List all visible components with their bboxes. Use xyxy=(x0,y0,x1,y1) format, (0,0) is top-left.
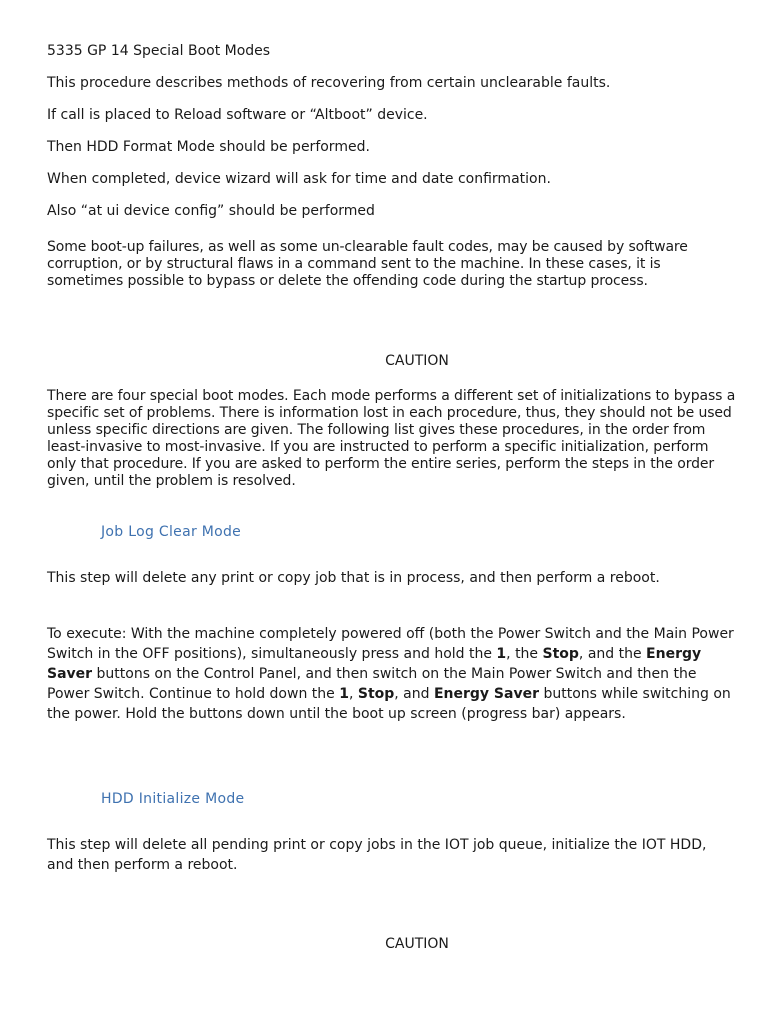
key-label: Stop xyxy=(542,646,579,662)
intro-line: This procedure describes methods of recovering from certain unclearable faults. xyxy=(47,75,611,91)
key-label: 1 xyxy=(339,686,349,702)
intro-line: If call is placed to Reload software or “Altboot” device. xyxy=(47,107,428,123)
document-title: 5335 GP 14 Special Boot Modes xyxy=(47,43,271,59)
key-label: Stop xyxy=(357,686,395,702)
section-heading-job-log-clear: Job Log Clear Mode xyxy=(101,524,242,540)
key-label: Energy Saver xyxy=(433,686,539,702)
caution-heading: CAUTION xyxy=(385,353,449,369)
caution-heading: CAUTION xyxy=(385,936,449,952)
section-heading-hdd-initialize: HDD Initialize Mode xyxy=(101,791,245,807)
key-label: Energy Saver xyxy=(47,646,702,682)
intro-line: Then HDD Format Mode should be performed. xyxy=(47,139,370,155)
hdd-initialize-description: This step will delete all pending print or copy jobs in the IOT job queue, initialize the IOT HDD, and then perform a reboot. xyxy=(47,837,707,873)
job-log-execute-paragraph: To execute: With the machine completely powered off (both the Power Switch and the Main Power Switch in the OFF positions), simultaneously press and hold the 1, the Stop, and the Energy Saver buttons on the Control Panel, and then switch on the Main Power Switch and then the Power Switch. Continue to hold down the 1, Stop, and Energy Saver buttons while switching on the power. Hold the buttons down until the boot up screen (progress bar) appears. xyxy=(47,626,734,722)
overview-paragraph: Some boot-up failures, as well as some un-clearable fault codes, may be caused by software corruption, or by structural flaws in a command sent to the machine. In these cases, it is sometimes possible to bypass or delete the offending code during the startup process. xyxy=(47,239,688,289)
intro-line: When completed, device wizard will ask for time and date confirmation. xyxy=(47,171,551,187)
caution-paragraph: There are four special boot modes. Each mode performs a different set of initializations to bypass a specific set of problems. There is information lost in each procedure, thus, they should not be used unless specific directions are given. The following list gives these procedures, in the order from least-invasive to most-invasive. If you are instructed to perform a specific initialization, perform only that procedure. If you are asked to perform the entire series, perform the steps in the order given, until the problem is resolved. xyxy=(47,388,736,489)
job-log-description: This step will delete any print or copy job that is in process, and then perform a reboot. xyxy=(47,570,660,586)
intro-line: Also “at ui device config” should be performed xyxy=(47,203,375,219)
key-label: 1 xyxy=(496,646,507,662)
